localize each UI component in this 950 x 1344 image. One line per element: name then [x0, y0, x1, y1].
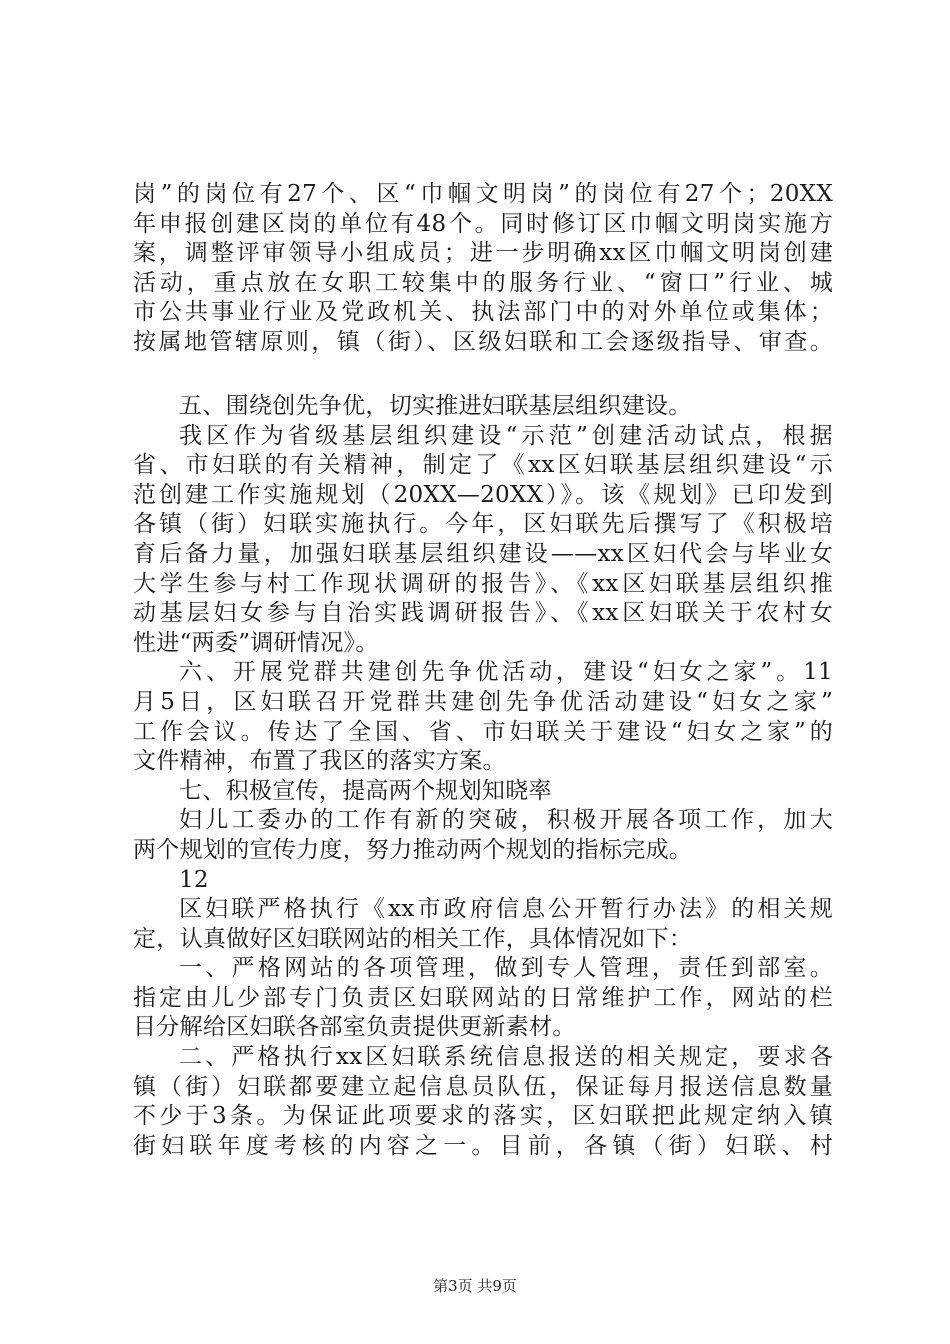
text-line: 范创建工作实施规划（20XX—20XX）》。该《规划》已印发到	[133, 481, 833, 508]
section-heading-5: 五、围绕创先争优，切实推进妇联基层组织建设。	[179, 393, 692, 419]
text-line: 性进“两委”调研情况》。	[133, 629, 379, 656]
section-heading-6: 六、开展党群共建创先争优活动，建设“妇女之家”。11	[179, 659, 833, 686]
text-line: 指定由儿少部专门负责区妇联网站的日常维护工作，网站的栏	[133, 984, 833, 1011]
text-block-main	[133, 392, 833, 1161]
text-line: 镇（街）妇联都要建立起信息员队伍，保证每月报送信息数量	[133, 1073, 833, 1100]
text-line: 不少于3条。为保证此项要求的落实，区妇联把此规定纳入镇	[133, 1103, 833, 1130]
text-line: 动基层妇女参与自治实践调研报告》、《xx区妇联关于农村女	[133, 600, 833, 627]
text-line: 一、严格网站的各项管理，做到专人管理，责任到部室。	[179, 955, 833, 982]
text-line: 育后备力量，加强妇联基层组织建设——xx区妇代会与毕业女	[133, 540, 833, 567]
text-line: 按属地管辖原则，镇（街）、区级妇联和工会逐级指导、审查。	[133, 328, 833, 355]
text-line: 二、严格执行xx区妇联系统信息报送的相关规定，要求各	[179, 1044, 833, 1071]
text-line: 大学生参与村工作现状调研的报告》、《xx区妇联基层组织推	[133, 570, 833, 597]
text-block-top	[133, 180, 833, 358]
text-line: 省、市妇联的有关精神，制定了《xx区妇联基层组织建设“示	[133, 452, 833, 479]
text-line: 妇儿工委办的工作有新的突破，积极开展各项工作，加大	[179, 807, 833, 834]
text-line: 目分解给区妇联各部室负责提供更新素材。	[133, 1014, 576, 1041]
text-line: 各镇（街）妇联实施执行。今年，区妇联先后撰写了《积极培	[133, 511, 833, 538]
text-line: 市公共事业行业及党政机关、执法部门中的对外单位或集体；	[133, 299, 833, 326]
text-line: 岗”的岗位有27个、区“巾帼文明岗”的岗位有27个；20XX	[133, 181, 833, 207]
section-heading-7: 七、积极宣传，提高两个规划知晓率	[179, 777, 552, 804]
text-line: 我区作为省级基层组织建设“示范”创建活动试点，根据	[179, 422, 833, 449]
text-line: 两个规划的宣传力度，努力推动两个规划的指标完成。	[133, 836, 693, 863]
section-number: 12	[179, 866, 209, 893]
text-line: 案，调整评审领导小组成员；进一步明确xx区巾帼文明岗创建	[133, 240, 833, 267]
text-line: 年申报创建区岗的单位有48个。同时修订区巾帼文明岗实施方	[133, 210, 833, 237]
text-line: 活动，重点放在女职工较集中的服务行业、“窗口”行业、城	[133, 269, 833, 296]
text-line: 定，认真做好区妇联网站的相关工作，具体情况如下：	[133, 925, 693, 952]
text-line: 区妇联严格执行《xx市政府信息公开暂行办法》的相关规	[179, 896, 833, 923]
page-footer: 第3页 共9页	[433, 1277, 517, 1295]
text-line: 街妇联年度考核的内容之一。目前，各镇（街）妇联、村	[133, 1132, 833, 1159]
text-line: 工作会议。传达了全国、省、市妇联关于建设“妇女之家”的	[133, 718, 833, 745]
text-line: 月5日，区妇联召开党群共建创先争优活动建设“妇女之家”	[133, 688, 833, 715]
text-line: 文件精神，布置了我区的落实方案。	[133, 748, 506, 775]
